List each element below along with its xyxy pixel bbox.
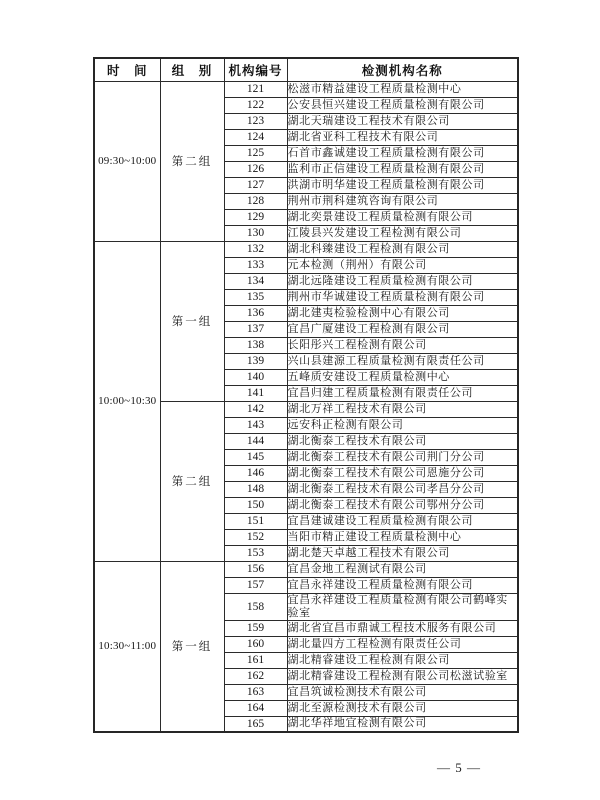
org-number-cell: 161	[224, 652, 287, 668]
org-name-cell: 监利市正信建设工程质量检测有限公司	[287, 161, 518, 177]
org-number-cell: 151	[224, 513, 287, 529]
org-number-cell: 125	[224, 145, 287, 161]
org-name-cell: 洪湖市明华建设工程质量检测有限公司	[287, 177, 518, 193]
org-number-cell: 156	[224, 561, 287, 577]
org-name-cell: 宜昌永祥建设工程质量检测有限公司	[287, 577, 518, 593]
org-number-cell: 128	[224, 193, 287, 209]
org-number-cell: 146	[224, 465, 287, 481]
org-number-cell: 163	[224, 684, 287, 700]
org-number-cell: 148	[224, 481, 287, 497]
org-name-cell: 湖北科臻建设工程检测有限公司	[287, 241, 518, 257]
org-name-cell: 元本检测（荆州）有限公司	[287, 257, 518, 273]
org-name-cell: 兴山县建源工程质量检测有限责任公司	[287, 353, 518, 369]
org-name-cell: 湖北衡泰工程技术有限公司荆门分公司	[287, 449, 518, 465]
inspection-schedule-table	[93, 57, 519, 733]
org-name-cell: 荆州市荆科建筑咨询有限公司	[287, 193, 518, 209]
time-cell: 10:00~10:30	[94, 241, 160, 561]
org-name-cell: 松滋市精益建设工程质量检测中心	[287, 81, 518, 97]
org-name-cell: 宜昌筑诚检测技术有限公司	[287, 684, 518, 700]
org-name-cell: 石首市鑫诚建设工程质量检测有限公司	[287, 145, 518, 161]
group-cell: 第一组	[160, 561, 224, 732]
org-number-cell: 144	[224, 433, 287, 449]
org-name-cell: 湖北天瑞建设工程技术有限公司	[287, 113, 518, 129]
table-row	[94, 241, 518, 257]
org-name-cell: 湖北楚天卓越工程技术有限公司	[287, 545, 518, 561]
header-org-number: 机构编号	[224, 58, 287, 81]
org-name-cell: 湖北衡泰工程技术有限公司鄂州分公司	[287, 497, 518, 513]
org-name-cell: 五峰质安建设工程质量检测中心	[287, 369, 518, 385]
org-number-cell: 132	[224, 241, 287, 257]
table-row	[94, 81, 518, 97]
org-number-cell: 153	[224, 545, 287, 561]
time-cell: 09:30~10:00	[94, 81, 160, 241]
org-name-cell: 荆州市华诚建设工程质量检测有限公司	[287, 289, 518, 305]
org-number-cell: 143	[224, 417, 287, 433]
org-name-cell: 湖北量四方工程检测有限责任公司	[287, 636, 518, 652]
group-cell: 第二组	[160, 81, 224, 241]
org-number-cell: 136	[224, 305, 287, 321]
org-name-cell: 湖北建夷检验检测中心有限公司	[287, 305, 518, 321]
org-number-cell: 158	[224, 593, 287, 620]
org-name-cell: 长阳彤兴工程检测有限公司	[287, 337, 518, 353]
org-number-cell: 139	[224, 353, 287, 369]
time-cell: 10:30~11:00	[94, 561, 160, 732]
org-number-cell: 137	[224, 321, 287, 337]
header-org-name: 检测机构名称	[287, 58, 518, 81]
org-number-cell: 140	[224, 369, 287, 385]
org-number-cell: 121	[224, 81, 287, 97]
org-name-cell: 宜昌建诚建设工程质量检测有限公司	[287, 513, 518, 529]
org-number-cell: 127	[224, 177, 287, 193]
org-number-cell: 138	[224, 337, 287, 353]
org-number-cell: 134	[224, 273, 287, 289]
table-header	[94, 58, 518, 81]
org-number-cell: 122	[224, 97, 287, 113]
org-name-cell: 湖北衡泰工程技术有限公司恩施分公司	[287, 465, 518, 481]
org-name-cell: 湖北奕景建设工程质量检测有限公司	[287, 209, 518, 225]
org-number-cell: 126	[224, 161, 287, 177]
org-number-cell: 160	[224, 636, 287, 652]
org-name-cell: 宜昌永祥建设工程质量检测有限公司鹤峰实验室	[287, 593, 518, 620]
org-number-cell: 141	[224, 385, 287, 401]
org-number-cell: 157	[224, 577, 287, 593]
org-name-cell: 宜昌归建工程质量检测有限责任公司	[287, 385, 518, 401]
org-name-cell: 湖北省亚科工程技术有限公司	[287, 129, 518, 145]
org-name-cell: 宜昌金地工程测试有限公司	[287, 561, 518, 577]
org-name-cell: 当阳市精正建设工程质量检测中心	[287, 529, 518, 545]
org-name-cell: 湖北衡泰工程技术有限公司孝昌分公司	[287, 481, 518, 497]
org-number-cell: 159	[224, 620, 287, 636]
org-number-cell: 150	[224, 497, 287, 513]
group-cell: 第二组	[160, 401, 224, 561]
org-name-cell: 公安县恒兴建设工程质量检测有限公司	[287, 97, 518, 113]
org-name-cell: 湖北精睿建设工程检测有限公司	[287, 652, 518, 668]
header-time: 时 间	[94, 58, 160, 81]
org-name-cell: 湖北至源检测技术有限公司	[287, 700, 518, 716]
group-cell: 第一组	[160, 241, 224, 401]
page-number: — 5 —	[437, 760, 481, 775]
org-number-cell: 152	[224, 529, 287, 545]
org-name-cell: 江陵县兴发建设工程检测有限公司	[287, 225, 518, 241]
table-row	[94, 561, 518, 577]
org-number-cell: 142	[224, 401, 287, 417]
org-number-cell: 145	[224, 449, 287, 465]
header-group: 组 别	[160, 58, 224, 81]
org-number-cell: 123	[224, 113, 287, 129]
org-name-cell: 湖北远隆建设工程质量检测有限公司	[287, 273, 518, 289]
org-name-cell: 湖北精睿建设工程检测有限公司松滋试验室	[287, 668, 518, 684]
org-name-cell: 宜昌广厦建设工程检测有限公司	[287, 321, 518, 337]
org-number-cell: 130	[224, 225, 287, 241]
org-name-cell: 湖北衡泰工程技术有限公司	[287, 433, 518, 449]
org-number-cell: 129	[224, 209, 287, 225]
org-name-cell: 湖北省宜昌市鼎诚工程技术服务有限公司	[287, 620, 518, 636]
org-number-cell: 133	[224, 257, 287, 273]
org-number-cell: 165	[224, 716, 287, 732]
header-row	[94, 58, 518, 81]
table-body	[94, 81, 518, 732]
org-number-cell: 124	[224, 129, 287, 145]
org-number-cell: 164	[224, 700, 287, 716]
org-number-cell: 135	[224, 289, 287, 305]
org-name-cell: 湖北万祥工程技术有限公司	[287, 401, 518, 417]
org-number-cell: 162	[224, 668, 287, 684]
org-name-cell: 远安科正检测有限公司	[287, 417, 518, 433]
org-name-cell: 湖北华祥地宜检测有限公司	[287, 716, 518, 732]
